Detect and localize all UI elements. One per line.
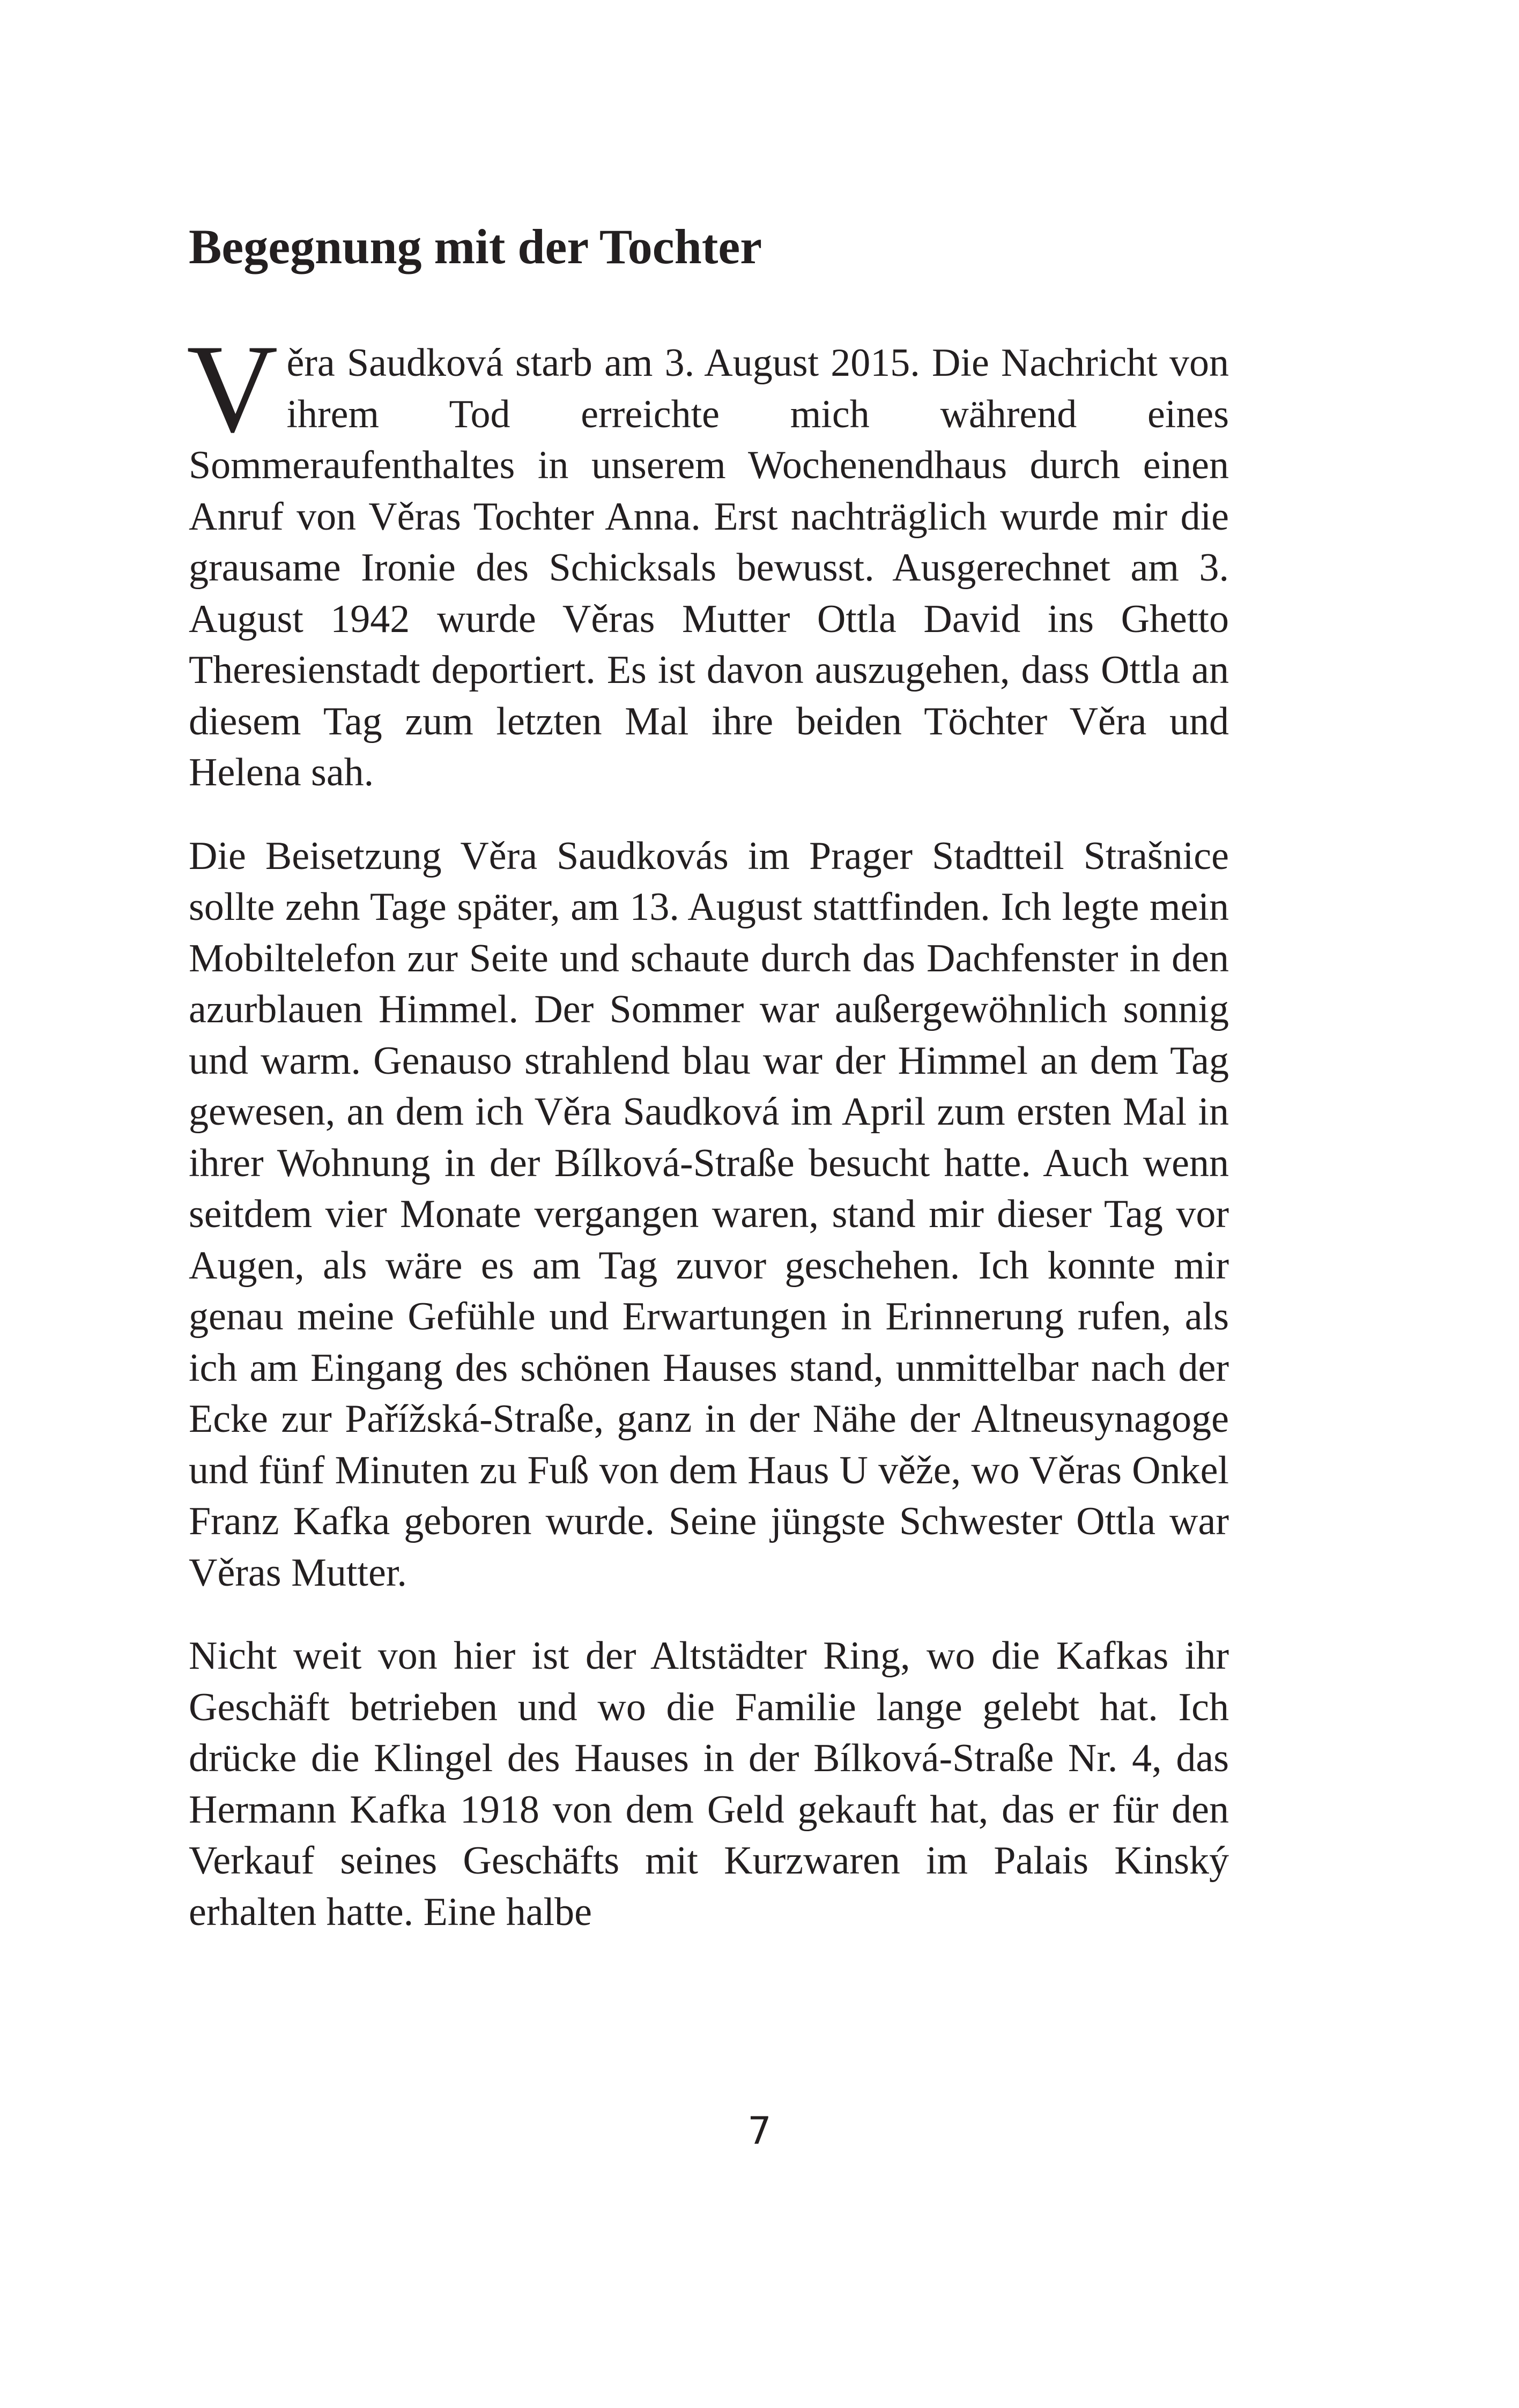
drop-cap: V bbox=[187, 319, 278, 459]
paragraph-1 bbox=[187, 319, 1229, 799]
paragraph-3: Nicht weit von hier ist der Altstädter Ring, wo die Kafkas ihr Geschäft betrieben und wo die Familie lange gelebt hat. Ich drücke die Klingel des Hauses in der Bílková-Straße Nr. 4, das Hermann Kafka 1918 von dem Geld gekauft hat, das er für den Verkauf seines Geschäfts mit Kurzwaren im Palais Kinský erhalten hatte. Eine halbe bbox=[189, 1634, 1229, 1934]
chapter-heading: Begegnung mit der Tochter bbox=[189, 219, 762, 274]
paragraph-1-text: ěra Saudková starb am 3. August 2015. Die Nachricht von ihrem Tod erreichte mich während eines Sommeraufenthaltes in unserem Wochenendhaus durch einen Anruf von Věras Tochter Anna. Erst nachträglich wurde mir die grausame Ironie des Schicksals bewusst. Ausgerechnet am 3. August 1942 wurde Věras Mutter Ottla David ins Ghetto Theresienstadt deportiert. Es ist davon auszugehen, dass Ottla an diesem Tag zum letzten Mal ihre beiden Töchter Věra und Helena sah. bbox=[189, 341, 1229, 794]
page-number: 7 bbox=[747, 2109, 772, 2153]
page-content bbox=[189, 214, 1229, 1970]
paragraph-2: Die Beisetzung Věra Saudkovás im Prager Stadtteil Strašnice sollte zehn Tage später, am 13. August stattfinden. Ich legte mein Mobiltelefon zur Seite und schaute durch das Dachfenster in den azurblauen Himmel. Der Sommer war außergewöhnlich sonnig und warm. Genauso strahlend blau war der Himmel an dem Tag gewesen, an dem ich Věra Saudková im April zum ersten Mal in ihrer Wohnung in der Bílková-Straße besucht hatte. Auch wenn seitdem vier Monate vergangen waren, stand mir dieser Tag vor Augen, als wäre es am Tag zuvor geschehen. Ich konnte mir genau meine Gefühle und Erwartungen in Erinnerung rufen, als ich am Eingang des schönen Hauses stand, unmittelbar nach der Ecke zur Pařížská-Straße, ganz in der Nähe der Altneusynagoge und fünf Minuten zu Fuß von dem Haus U věže, wo Věras Onkel Franz Kafka geboren wurde. Seine jüngste Schwester Ottla war Věras Mutter. bbox=[189, 834, 1229, 1595]
